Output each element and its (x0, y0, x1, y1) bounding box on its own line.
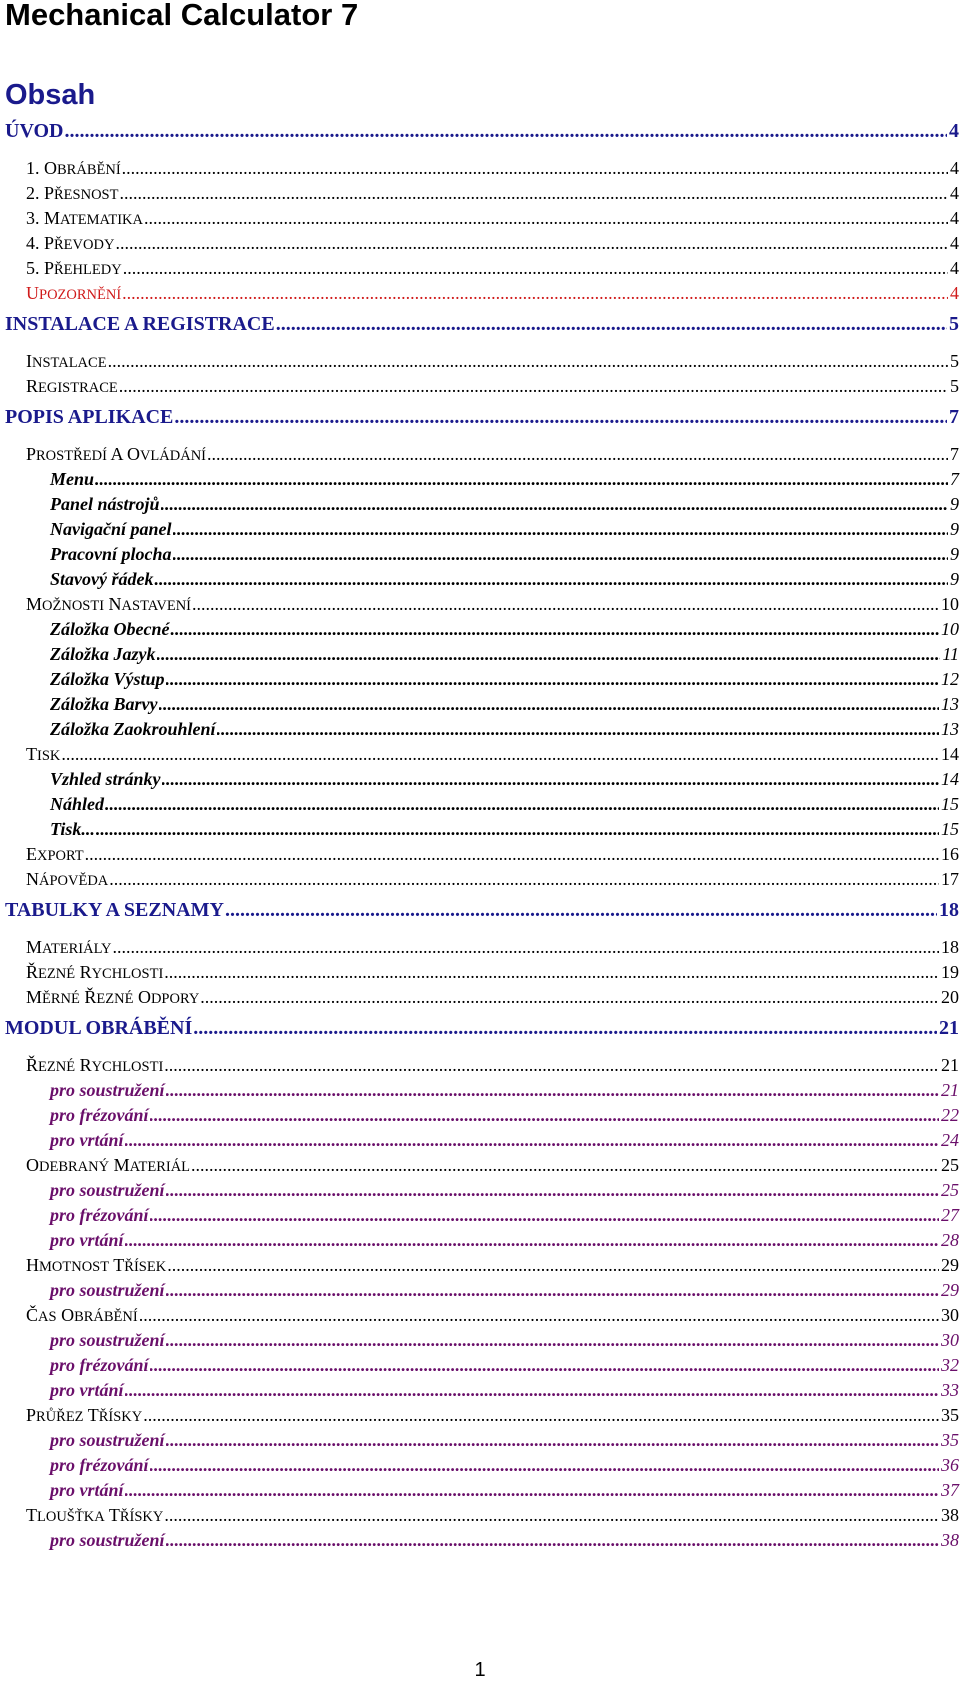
toc-leader-dots (207, 443, 948, 465)
toc-entry-page: 30 (941, 1305, 959, 1325)
toc-entry[interactable] (50, 1229, 959, 1251)
toc-entry[interactable] (50, 818, 959, 840)
toc-entry-label: pro soustružení (50, 1080, 165, 1100)
toc-entry-page: 4 (950, 233, 959, 253)
toc-leader-dots (166, 1279, 939, 1301)
toc-leader-dots (150, 1354, 940, 1376)
toc-leader-dots (115, 232, 948, 254)
toc-leader-dots (166, 668, 939, 690)
toc-leader-dots (65, 120, 948, 142)
toc-leader-dots (122, 157, 948, 179)
toc-entry-page: 16 (941, 844, 959, 864)
toc-entry-page: 35 (941, 1430, 959, 1450)
toc-entry-page: 9 (950, 519, 959, 539)
toc-leader-dots (166, 1329, 939, 1351)
toc-entry[interactable] (26, 182, 959, 206)
toc-leader-dots (200, 986, 939, 1008)
toc-entry[interactable] (50, 568, 959, 590)
toc-entry-label: Vzhled stránky (50, 769, 161, 789)
toc-entry-label: PROSTŘEDÍ A OVLÁDÁNÍ (26, 444, 206, 464)
toc-entry[interactable] (50, 518, 959, 540)
toc-leader-dots (109, 868, 939, 890)
toc-entry-page: 9 (950, 569, 959, 589)
toc-entry-page: 10 (941, 594, 959, 614)
toc-leader-dots (167, 1254, 939, 1276)
toc-entry[interactable] (26, 1504, 959, 1528)
toc-entry-page: 25 (941, 1180, 959, 1200)
toc-entry[interactable] (50, 643, 959, 665)
toc-entry[interactable] (50, 1329, 959, 1351)
toc-entry-label: EXPORT (26, 844, 84, 864)
toc-entry-page: 18 (941, 937, 959, 957)
toc-entry-page: 21 (939, 1017, 959, 1039)
toc-leader-dots (96, 818, 939, 840)
toc-leader-dots (162, 768, 939, 790)
toc-entry[interactable] (26, 1404, 959, 1428)
toc-entry[interactable] (5, 313, 959, 335)
toc-entry-label: Tisk... (50, 819, 95, 839)
toc-leader-dots (105, 793, 939, 815)
toc-entry[interactable] (50, 1379, 959, 1401)
toc-entry[interactable] (26, 1254, 959, 1278)
toc-entry-page: 14 (941, 744, 959, 764)
toc-entry-label: 2. PŘESNOST (26, 183, 119, 203)
toc-leader-dots (125, 1129, 939, 1151)
toc-entry-page: 38 (941, 1505, 959, 1525)
toc-entry[interactable] (50, 1479, 959, 1501)
toc-entry[interactable] (26, 207, 959, 231)
toc-entry-page: 29 (941, 1280, 959, 1300)
toc-entry-label: pro soustružení (50, 1280, 165, 1300)
toc-entry[interactable] (50, 1429, 959, 1451)
toc-leader-dots (150, 1104, 940, 1126)
toc-entry-page: 36 (941, 1455, 959, 1475)
toc-leader-dots (170, 618, 939, 640)
toc-entry-page: 27 (941, 1205, 959, 1225)
toc-entry-label: ÚVOD (5, 120, 64, 142)
toc-leader-dots (144, 207, 948, 229)
page-number: 1 (474, 1659, 486, 1681)
toc-leader-dots (150, 1454, 940, 1476)
toc-entry[interactable] (26, 232, 959, 256)
toc-entry-label: pro vrtání (50, 1130, 124, 1150)
toc-entry-label: ŘEZNÉ RYCHLOSTI (26, 962, 164, 982)
toc-entry-page: 19 (941, 962, 959, 982)
toc-entry-page: 12 (941, 669, 959, 689)
toc-entry[interactable] (50, 1279, 959, 1301)
toc-entry-page: 15 (941, 819, 959, 839)
toc-entry[interactable] (50, 493, 959, 515)
toc-leader-dots (108, 350, 948, 372)
toc-entry-label: PRŮŘEZ TŘÍSKY (26, 1405, 143, 1425)
toc-entry-page: 14 (941, 769, 959, 789)
toc-entry-label: Navigační panel (50, 519, 172, 539)
toc-entry-page: 13 (941, 694, 959, 714)
toc-entry[interactable] (50, 768, 959, 790)
toc-leader-dots (276, 313, 947, 335)
toc-leader-dots (159, 693, 940, 715)
toc-entry[interactable] (50, 1204, 959, 1226)
toc-entry[interactable] (50, 1104, 959, 1126)
toc-entry-label: NÁPOVĚDA (26, 869, 109, 889)
toc-entry[interactable] (26, 843, 959, 867)
toc-entry-label: 4. PŘEVODY (26, 233, 115, 253)
toc-entry[interactable] (50, 693, 959, 715)
toc-entry-page: 10 (941, 619, 959, 639)
toc-entry[interactable] (50, 468, 959, 490)
toc-entry-label: pro soustružení (50, 1430, 165, 1450)
toc-entry[interactable] (26, 157, 959, 181)
toc-entry-label: ČAS OBRÁBĚNÍ (26, 1305, 138, 1325)
toc-entry[interactable] (50, 1354, 959, 1376)
toc-entry-page: 4 (950, 258, 959, 278)
toc-leader-dots (125, 1379, 939, 1401)
toc-leader-dots (157, 643, 941, 665)
toc-leader-dots (166, 1529, 939, 1551)
toc-entry-label: Stavový řádek (50, 569, 154, 589)
toc-entry[interactable] (26, 593, 959, 617)
toc-entry-page: 32 (941, 1355, 959, 1375)
toc-entry[interactable] (26, 1054, 959, 1078)
toc-entry-page: 7 (950, 469, 959, 489)
toc-leader-dots (191, 1154, 939, 1176)
toc-entry[interactable] (26, 375, 959, 399)
toc-entry-label: pro frézování (50, 1355, 149, 1375)
toc-entry-page: 4 (950, 183, 959, 203)
toc-entry-page: 29 (941, 1255, 959, 1275)
toc-entry-label: Záložka Obecné (50, 619, 170, 639)
toc-entry-page: 4 (949, 120, 959, 142)
toc-leader-dots (174, 406, 947, 428)
toc-entry-label: TABULKY A SEZNAMY (5, 899, 224, 921)
toc-entry[interactable] (50, 718, 959, 740)
toc-leader-dots (225, 899, 937, 921)
toc-entry[interactable] (5, 899, 959, 921)
toc-entry[interactable] (26, 1154, 959, 1178)
toc-entry-label: UPOZORNĚNÍ (26, 283, 122, 303)
toc-entry-page: 5 (949, 313, 959, 335)
toc-entry-label: pro soustružení (50, 1180, 165, 1200)
toc-entry-label: pro soustružení (50, 1330, 165, 1350)
toc-entry-label: Panel nástrojů (50, 494, 160, 514)
toc-entry-page: 9 (950, 494, 959, 514)
toc-entry[interactable] (50, 543, 959, 565)
toc-entry[interactable] (50, 668, 959, 690)
toc-entry-label: 5. PŘEHLEDY (26, 258, 122, 278)
toc-leader-dots (150, 1204, 940, 1226)
toc-entry-page: 22 (941, 1105, 959, 1125)
toc-entry-page: 25 (941, 1155, 959, 1175)
toc-leader-dots (166, 1179, 939, 1201)
toc-entry-label: Pracovní plocha (50, 544, 172, 564)
toc-entry-page: 28 (941, 1230, 959, 1250)
toc-entry[interactable] (50, 1129, 959, 1151)
toc-entry[interactable] (26, 1304, 959, 1328)
toc-entry[interactable] (50, 1454, 959, 1476)
toc-entry[interactable] (50, 1179, 959, 1201)
toc-entry-label: pro vrtání (50, 1380, 124, 1400)
toc-entry-label: Záložka Zaokrouhlení (50, 719, 216, 739)
toc-entry-label: ŘEZNÉ RYCHLOSTI (26, 1055, 164, 1075)
toc-entry-label: MODUL OBRÁBĚNÍ (5, 1017, 193, 1039)
toc-entry[interactable] (26, 350, 959, 374)
toc-leader-dots (217, 718, 939, 740)
toc-leader-dots (161, 493, 948, 515)
toc-entry-label: MATERIÁLY (26, 937, 112, 957)
toc-entry-label: Záložka Barvy (50, 694, 158, 714)
toc-entry-page: 21 (941, 1080, 959, 1100)
toc-leader-dots (193, 1017, 937, 1039)
toc-entry-label: TLOUŠŤKA TŘÍSKY (26, 1505, 164, 1525)
toc-leader-dots (164, 961, 939, 983)
toc-entry-page: 7 (949, 406, 959, 428)
toc-leader-dots (192, 593, 939, 615)
toc-entry[interactable] (26, 282, 959, 306)
toc-entry-page: 35 (941, 1405, 959, 1425)
toc-entry[interactable] (26, 257, 959, 281)
toc-leader-dots (143, 1404, 939, 1426)
toc-entry[interactable] (50, 1079, 959, 1101)
toc-entry[interactable] (26, 743, 959, 767)
toc-entry[interactable] (26, 986, 959, 1010)
toc-leader-dots (125, 1229, 939, 1251)
toc-leader-dots (173, 518, 949, 540)
toc-entry-page: 20 (941, 987, 959, 1007)
toc-entry-label: Menu (50, 469, 95, 489)
toc-entry-page: 11 (942, 644, 959, 664)
toc-leader-dots (61, 743, 939, 765)
toc-entry-label: pro frézování (50, 1105, 149, 1125)
toc-entry-label: pro vrtání (50, 1480, 124, 1500)
toc-entry-label: MOŽNOSTI NASTAVENÍ (26, 594, 192, 614)
toc-entry[interactable] (26, 936, 959, 960)
toc-entry-label: ODEBRANÝ MATERIÁL (26, 1155, 191, 1175)
toc-entry-page: 38 (941, 1530, 959, 1550)
toc-entry[interactable] (50, 618, 959, 640)
toc-leader-dots (119, 182, 948, 204)
toc-entry[interactable] (26, 961, 959, 985)
toc-entry-label: REGISTRACE (26, 376, 118, 396)
toc-entry-page: 21 (941, 1055, 959, 1075)
toc-entry-page: 15 (941, 794, 959, 814)
toc-entry[interactable] (26, 443, 959, 467)
toc-entry-page: 4 (950, 158, 959, 178)
toc-entry-label: POPIS APLIKACE (5, 406, 174, 428)
toc-entry[interactable] (26, 868, 959, 892)
toc-entry-label: pro vrtání (50, 1230, 124, 1250)
toc-leader-dots (166, 1429, 939, 1451)
toc-entry-label: Náhled (50, 794, 104, 814)
toc-leader-dots (123, 257, 948, 279)
toc-entry-page: 37 (941, 1480, 959, 1500)
toc-entry-label: pro frézování (50, 1205, 149, 1225)
toc-leader-dots (164, 1504, 939, 1526)
toc-heading: Obsah (5, 79, 96, 111)
toc-leader-dots (154, 568, 948, 590)
toc-leader-dots (164, 1054, 939, 1076)
toc-entry-page: 4 (950, 208, 959, 228)
toc-entry-label: INSTALACE (26, 351, 107, 371)
toc-leader-dots (139, 1304, 939, 1326)
toc-leader-dots (95, 468, 948, 490)
toc-entry-label: pro soustružení (50, 1530, 165, 1550)
toc-entry-page: 30 (941, 1330, 959, 1350)
toc-entry[interactable] (5, 120, 959, 142)
toc-leader-dots (166, 1079, 939, 1101)
toc-entry-label: 3. MATEMATIKA (26, 208, 143, 228)
toc-entry-page: 33 (941, 1380, 959, 1400)
toc-entry-label: INSTALACE A REGISTRACE (5, 313, 275, 335)
toc-entry-label: Záložka Jazyk (50, 644, 156, 664)
toc-entry-label: TISK (26, 744, 61, 764)
toc-entry-page: 9 (950, 544, 959, 564)
toc-entry-label: HMOTNOST TŘÍSEK (26, 1255, 167, 1275)
toc-leader-dots (119, 375, 948, 397)
toc-leader-dots (122, 282, 948, 304)
toc-entry-page: 5 (950, 376, 959, 396)
toc-entry[interactable] (5, 1017, 959, 1039)
toc-entry-page: 7 (950, 444, 959, 464)
toc-leader-dots (85, 843, 939, 865)
toc-entry-page: 18 (939, 899, 959, 921)
toc-entry-label: 1. OBRÁBĚNÍ (26, 158, 121, 178)
toc-entry[interactable] (5, 406, 959, 428)
toc-leader-dots (125, 1479, 939, 1501)
toc-leader-dots (112, 936, 939, 958)
toc-entry-page: 13 (941, 719, 959, 739)
toc-entry-label: pro frézování (50, 1455, 149, 1475)
toc-leader-dots (173, 543, 949, 565)
toc-entry-page: 4 (950, 283, 959, 303)
toc-entry-label: MĚRNÉ ŘEZNÉ ODPORY (26, 987, 200, 1007)
toc-entry[interactable] (50, 1529, 959, 1551)
toc-entry-page: 24 (941, 1130, 959, 1150)
toc-entry[interactable] (50, 793, 959, 815)
toc-entry-label: Záložka Výstup (50, 669, 165, 689)
toc-entry-page: 5 (950, 351, 959, 371)
document-title: Mechanical Calculator 7 (5, 0, 359, 32)
toc-entry-page: 17 (941, 869, 959, 889)
